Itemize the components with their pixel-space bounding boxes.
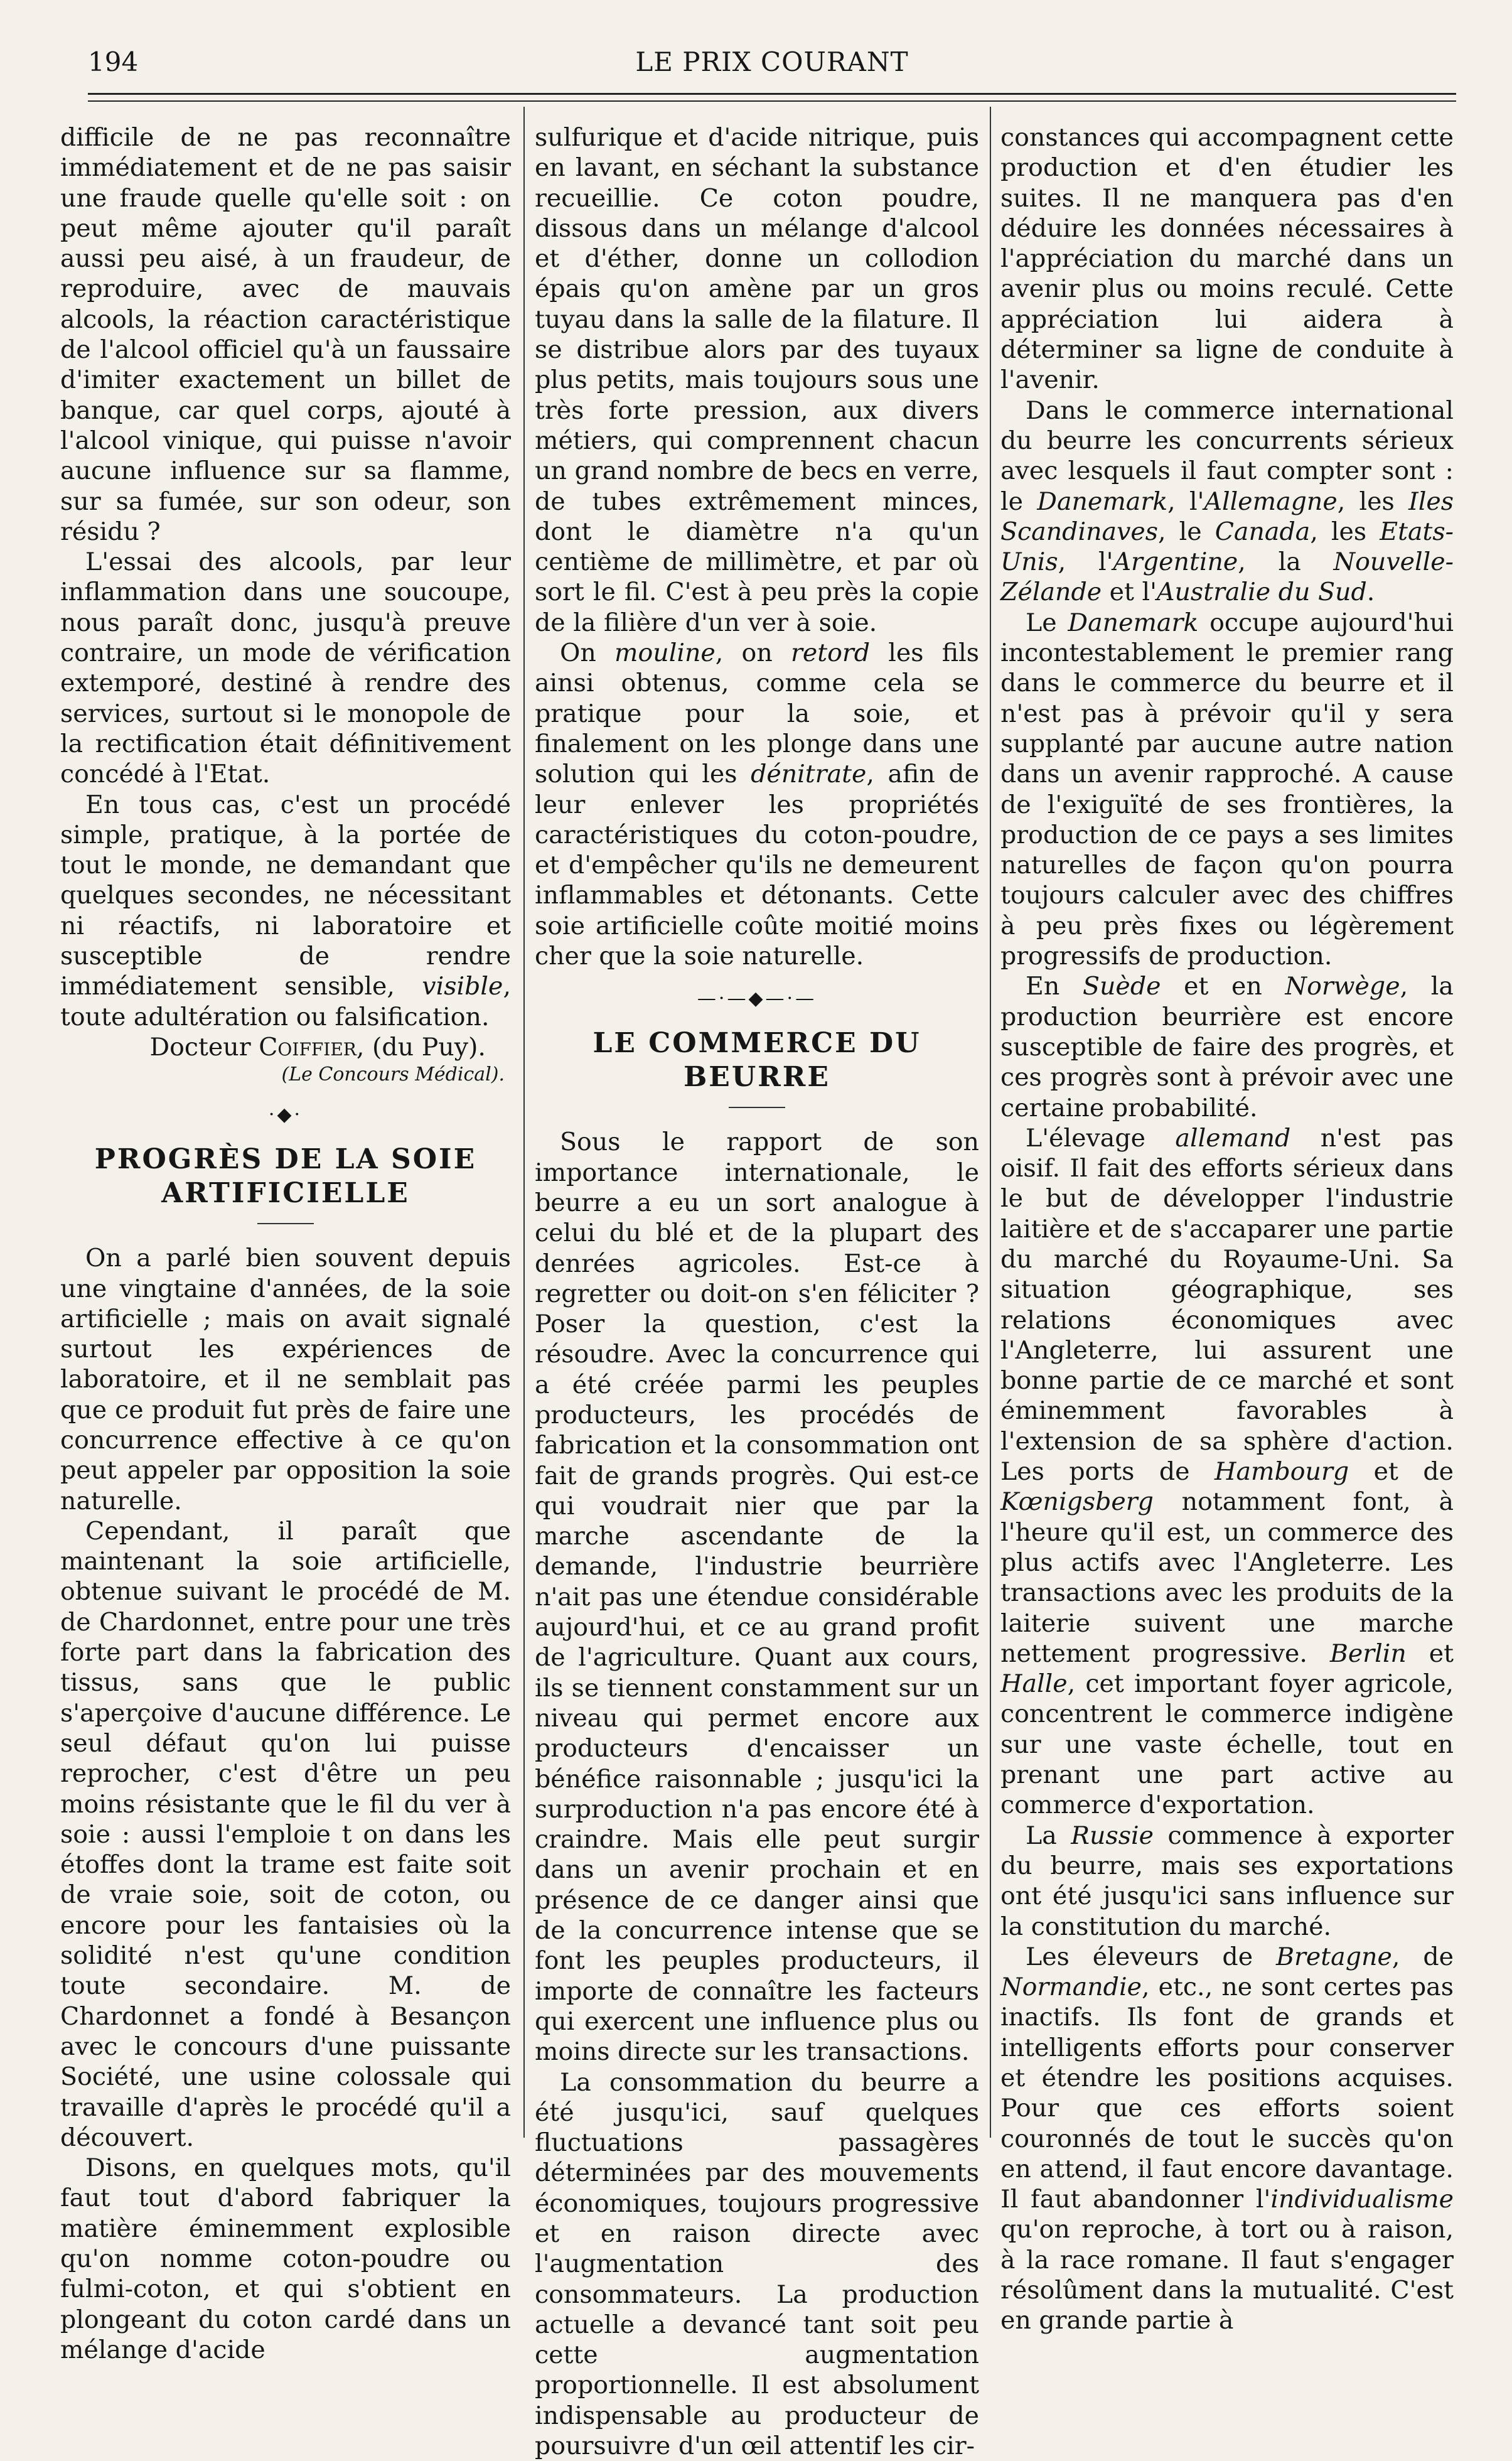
header-rule bbox=[88, 93, 1456, 95]
column-divider bbox=[990, 107, 991, 2138]
short-rule bbox=[729, 1107, 785, 1108]
paragraph: En Suède et en Norwège, la production beurrière est encore susceptible de faire des progrès, et ces progrès sont à prévoir avec une certaine probabilité. bbox=[1000, 972, 1454, 1123]
paragraph: La Russie commence à exporter du beurre, mais ses exportations ont été jusqu'ici sans influence sur la constitution du marché. bbox=[1000, 1821, 1454, 1941]
author-signature: Docteur Coiffier, (du Puy). bbox=[149, 1032, 486, 1062]
ornament: —·—◆—·— bbox=[697, 988, 817, 1010]
ornament: ·◆· bbox=[268, 1104, 303, 1126]
section-heading: PROGRÈS DE LA SOIE ARTIFICIELLE bbox=[94, 1143, 477, 1210]
journal-title: LE PRIX COURANT bbox=[635, 46, 909, 77]
paragraph: On a parlé bien souvent depuis une vingtaine d'années, de la soie artificielle ; mais on avait signalé surtout les expériences de laboratoire, et il ne semblait pas que ce produit fut près de faire une concurrence effective à ce qu'on peut appeler par opposition la soie naturelle. bbox=[60, 1244, 511, 1516]
paragraph: Cependant, il paraît que maintenant la soie artificielle, obtenue suivant le procédé de M. de Chardonnet, entre pour une très forte part dans la fabrication des tissus, sans que le public s'aperçoive d'aucune différence. Le seul défaut qu'on lui puisse reprocher, c'est d'être un peu moins résistante que le fil du ver à soie : aussi l'emploie t on dans les étoffes dont la trame est faite soit de vraie soie, soit de coton, ou encore pour les fantaisies où la solidité n'est qu'une condition toute secondaire. M. de Chardonnet a fondé à Besançon avec le concours d'une puissante Société, une usine colossale qui travaille d'après le procédé qu'il a découvert. bbox=[60, 1516, 511, 2152]
paragraph: sulfurique et d'acide nitrique, puis en lavant, en séchant la substance recueillie. Ce coton poudre, dissous dans un mélange d'alcool et d'éther, donne un collodion épais qu'on amène par un gros tuyau dans la salle de la filature. Il se distribue alors par des tuyaux plus petits, mais toujours sous une très forte pression, aux divers métiers, qui comprennent chacun un grand nombre de becs en verre, de tubes extrêmement minces, dont le diamètre n'a qu'un centième de millimètre, et par où sort le fil. C'est à peu près la copie de la filière d'un ver à soie. bbox=[535, 123, 979, 637]
paragraph: Le Danemark occupe aujourd'hui incontestablement le premier rang dans le commerce du beurre et il n'est pas à prévoir qu'il y sera supplanté par aucune autre nation dans un avenir rapproché. A cause de l'exiguïté de ses frontières, la production de ce pays a ses limites naturelles de façon qu'on pourra toujours calculer avec des chiffres à peu près fixes ou légèrement progressifs de production. bbox=[1000, 608, 1454, 971]
paragraph: La consommation du beurre a été jusqu'ici, sauf quelques fluctuations passagères déterminées par des mouvements économiques, toujours progressive et en raison directe avec l'augmentation des consommateurs. La production actuelle a devancé tant soit peu cette augmentation proportionnelle. Il est absolument indispensable au producteur de poursuivre d'un œil attentif les cir- bbox=[535, 2067, 979, 2461]
source-citation: (Le Concours Médical). bbox=[281, 1064, 505, 1086]
header-rule-thin bbox=[88, 100, 1456, 102]
paragraph: Les éleveurs de Bretagne, de Normandie, etc., ne sont certes pas inactifs. Ils font de grands et intelligents efforts pour conserver et étendre les positions acquises. Pour que ces efforts soient couronnés de tout le succès qu'on en attend, il faut encore davantage. Il faut abandonner l'individualisme qu'on reproche, à tort ou à raison, à la race romane. Il faut s'engager résolûment dans la mutualité. C'est en grande partie à bbox=[1000, 1942, 1454, 2335]
column-3 bbox=[1000, 122, 1454, 2335]
paragraph: L'élevage allemand n'est pas oisif. Il fait des efforts sérieux dans le but de développer l'industrie laitière et de s'accaparer une partie du marché du Royaume-Uni. Sa situation géographique, ses relations économiques avec l'Angleterre, lui assurent une bonne partie de ce marché et sont éminemment favorables à l'extension de sa sphère d'action. Les ports de Hambourg et de Kœnigsberg notamment font, à l'heure qu'il est, un commerce des plus actifs avec l'Angleterre. Les transactions avec les produits de la laiterie suivent une marche nettement progressive. Berlin et Halle, cet important foyer agricole, concentrent le commerce indigène sur une vaste échelle, tout en prenant une part active au commerce d'exportation. bbox=[1000, 1123, 1454, 1820]
section-heading: LE COMMERCE DU BEURRE bbox=[592, 1027, 921, 1094]
paragraph: L'essai des alcools, par leur inflammation dans une soucoupe, nous paraît donc, jusqu'à preuve contraire, un mode de vérification extemporé, destiné à rendre des services, surtout si le monopole de la rectification était définitivement concédé à l'Etat. bbox=[60, 547, 511, 789]
paragraph: En tous cas, c'est un procédé simple, pratique, à la portée de tout le monde, ne demandant que quelques secondes, ne nécessitant ni réactifs, ni laboratoire et susceptible de rendre immédiatement sensible, visible, toute adultération ou falsification. bbox=[60, 790, 511, 1031]
column-2 bbox=[535, 122, 980, 2461]
paragraph: difficile de ne pas reconnaître immédiatement et de ne pas saisir une fraude quelle qu'elle soit : on peut même ajouter qu'il paraît aussi peu aisé, à un fraudeur, de reproduire, avec de mauvais alcools, la réaction caractéristique de l'alcool officiel qu'à un faussaire d'imiter exactement un billet de banque, car quel corps, ajouté à l'alcool vinique, qui puisse n'avoir aucune influence sur sa flamme, sur sa fumée, sur son odeur, son résidu ? bbox=[60, 123, 511, 546]
page-number: 194 bbox=[88, 46, 139, 77]
page-header bbox=[88, 46, 1456, 84]
paragraph: Sous le rapport de son importance internationale, le beurre a eu un sort analogue à celui du blé et de la plupart des denrées agricoles. Est-ce à regretter ou doit-on s'en féliciter ? Poser la question, c'est la résoudre. Avec la concurrence qui a été créée parmi les peuples producteurs, les procédés de fabrication et la consommation ont fait de grands progrès. Qui est-ce qui voudrait nier que par la marche ascendante de la demande, l'industrie beurrière n'ait pas une étendue considérable aujourd'hui, et ce au grand profit de l'agriculture. Quant aux cours, ils se tiennent constamment sur un niveau qui permet encore aux producteurs d'encaisser un bénéfice raisonnable ; jusqu'ici la surproduction n'a pas encore été à craindre. Mais elle peut surgir dans un avenir prochain et en présence de ce danger ainsi que de la concurrence intense que se font les peuples producteurs, il importe de connaître les facteurs qui exercent une influence plus ou moins directe sur les transactions. bbox=[535, 1128, 979, 2067]
short-rule bbox=[257, 1223, 314, 1224]
paragraph: On mouline, on retord les fils ainsi obtenus, comme cela se pratique pour la soie, et finalement on les plonge dans une solution qui les dénitrate, afin de leur enlever les propriétés caractéristiques du coton-poudre, et d'empêcher qu'ils ne demeurent inflammables et détonants. Cette soie artificielle coûte moitié moins cher que la soie naturelle. bbox=[535, 638, 980, 971]
paragraph: constances qui accompagnent cette production et d'en étudier les suites. Il ne manquera pas d'en déduire les données nécessaires à l'appréciation du marché dans un avenir plus ou moins reculé. Cette appréciation lui aidera à déterminer sa ligne de conduite à l'avenir. bbox=[1000, 123, 1454, 395]
paragraph: Dans le commerce international du beurre les concurrents sérieux avec lesquels il faut compter sont : le Danemark, l'Allemagne, les Iles Scandinaves, le Canada, les Etats-Unis, l'Argentine, la Nouvelle-Zélande et l'Australie du Sud. bbox=[1000, 396, 1454, 607]
paragraph: Disons, en quelques mots, qu'il faut tout d'abord fabriquer la matière éminemment explosible qu'on nomme coton-poudre ou fulmi-coton, et qui s'obtient en plongeant du coton cardé dans un mélange d'acide bbox=[60, 2153, 511, 2364]
column-1 bbox=[60, 122, 511, 2364]
column-divider bbox=[523, 107, 525, 2138]
